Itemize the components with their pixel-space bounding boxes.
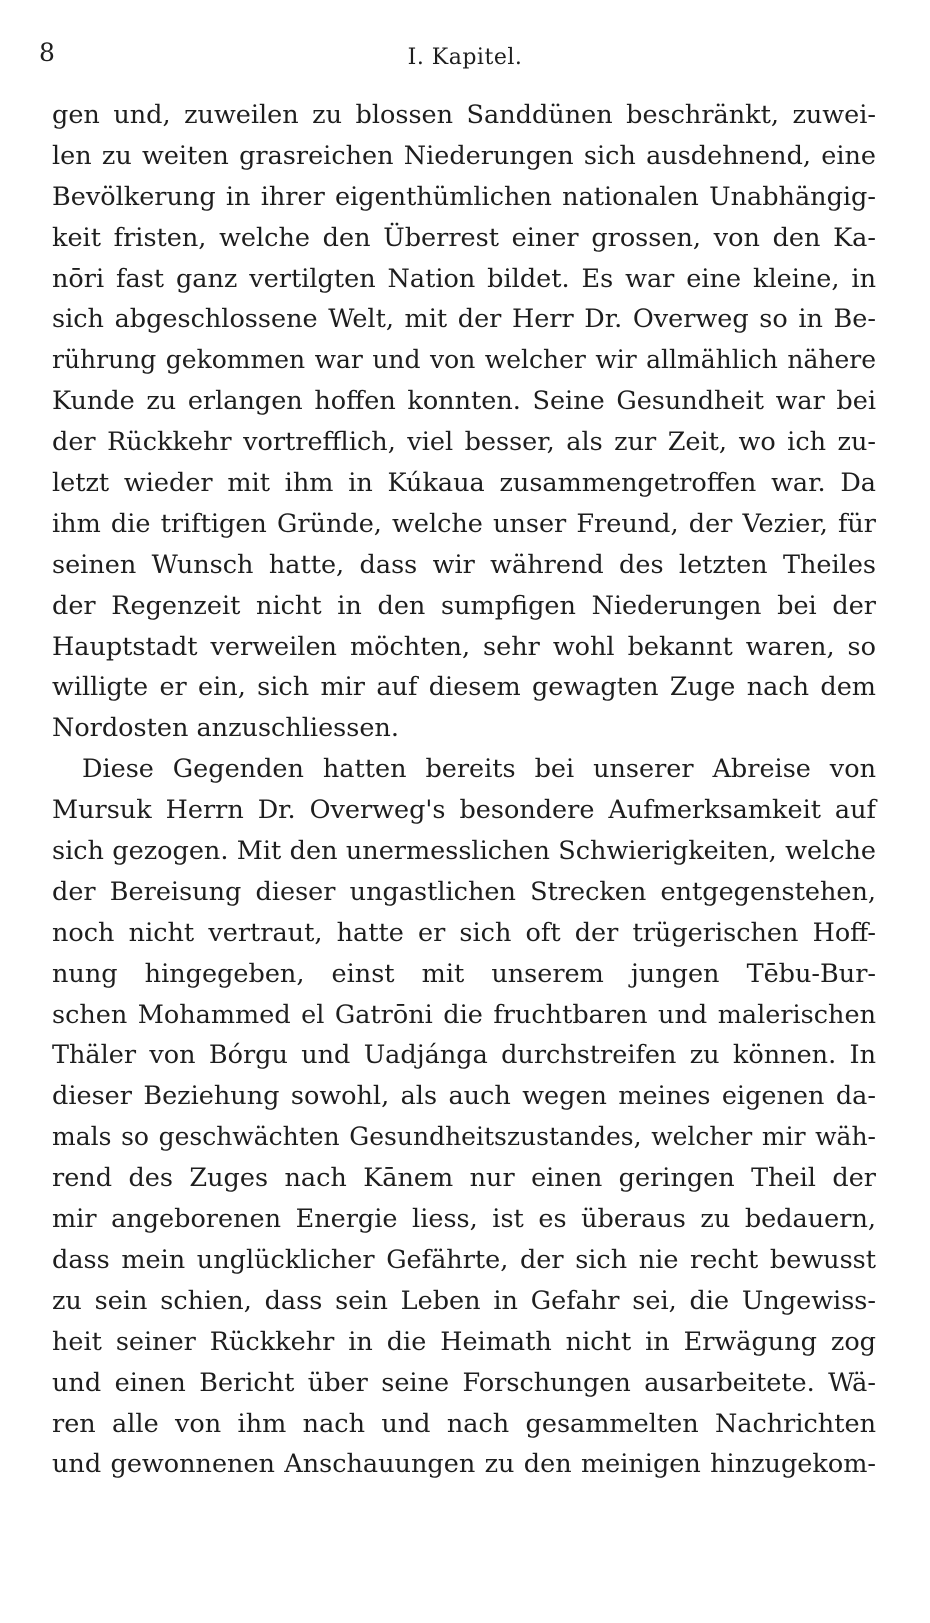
text-line: sich abgeschlossene Welt, mit der Herr Dr. Overweg so in Be- <box>52 304 876 335</box>
text-line: dass mein unglücklicher Gefährte, der sich nie recht bewusst <box>52 1244 876 1275</box>
running-head: I. Kapitel. <box>407 45 523 70</box>
text-line: Hauptstadt verweilen möchten, sehr wohl bekannt waren, so <box>52 631 876 662</box>
text-line: und einen Bericht über seine Forschungen ausarbeitete. Wä- <box>52 1367 876 1398</box>
text-line: dieser Beziehung sowohl, als auch wegen meines eigenen da- <box>52 1081 876 1112</box>
text-line: mals so geschwächten Gesundheitszustandes, welcher mir wäh- <box>52 1122 876 1152</box>
text-line: nōri fast ganz vertilgten Nation bildet. Es war eine kleine, in <box>52 263 876 294</box>
text-line: schen Mohammed el Gatrōni die fruchtbaren und malerischen <box>52 999 876 1030</box>
text-line: nung hingegeben, einst mit unserem jungen Tēbu-Bur- <box>52 958 876 989</box>
text-line: ren alle von ihm nach und nach gesammelten Nachrichten <box>52 1408 876 1439</box>
text-line: der Bereisung dieser ungastlichen Strecken entgegenstehen, <box>52 876 876 907</box>
text-line: seinen Wunsch hatte, dass wir während des letzten Theiles <box>52 549 876 580</box>
text-line: heit seiner Rückkehr in die Heimath nicht in Erwägung zog <box>52 1326 876 1357</box>
text-line: Bevölkerung in ihrer eigenthümlichen nationalen Unabhängig- <box>52 181 876 212</box>
paragraph <box>52 749 876 1485</box>
text-line: Diese Gegenden hatten bereits bei unserer Abreise von <box>82 754 876 785</box>
text-line: noch nicht vertraut, hatte er sich oft der trügerischen Hoff- <box>52 917 876 948</box>
text-line: der Rückkehr vortrefflich, viel besser, als zur Zeit, wo ich zu- <box>52 427 876 458</box>
text-line: willigte er ein, sich mir auf diesem gewagten Zuge nach dem <box>52 672 876 703</box>
text-line: sich gezogen. Mit den unermesslichen Schwierigkeiten, welche <box>52 836 876 867</box>
text-line: zu sein schien, dass sein Leben in Gefahr sei, die Ungewiss- <box>52 1285 876 1316</box>
text-line: gen und, zuweilen zu blossen Sanddünen beschränkt, zuwei- <box>52 100 876 130</box>
text-line: len zu weiten grasreichen Niederungen sich ausdehnend, eine <box>52 140 876 171</box>
paragraph <box>52 95 876 749</box>
body-text <box>52 95 876 1485</box>
text-line: letzt wieder mit ihm in Kúkaua zusammengetroffen war. Da <box>52 468 876 499</box>
text-line: Nordosten anzuschliessen. <box>52 713 399 744</box>
text-line: keit fristen, welche den Überrest einer grossen, von den Ka- <box>52 222 876 253</box>
text-line: mir angeborenen Energie liess, ist es überaus zu bedauern, <box>52 1204 876 1235</box>
text-line: Thäler von Bórgu und Uadjánga durchstreifen zu können. In <box>52 1040 876 1071</box>
page-number: 8 <box>39 38 55 67</box>
text-line: und gewonnenen Anschauungen zu den meinigen hinzugekom- <box>52 1449 876 1480</box>
text-line: Kunde zu erlangen hoffen konnten. Seine Gesundheit war bei <box>52 386 876 417</box>
text-line: Mursuk Herrn Dr. Overweg's besondere Aufmerksamkeit auf <box>52 795 876 826</box>
text-line: der Regenzeit nicht in den sumpfigen Niederungen bei der <box>52 590 876 621</box>
text-line: rührung gekommen war und von welcher wir allmählich nähere <box>52 345 876 375</box>
text-line: rend des Zuges nach Kānem nur einen geringen Theil der <box>52 1163 876 1194</box>
text-line: ihm die triftigen Gründe, welche unser Freund, der Vezier, für <box>52 508 876 539</box>
